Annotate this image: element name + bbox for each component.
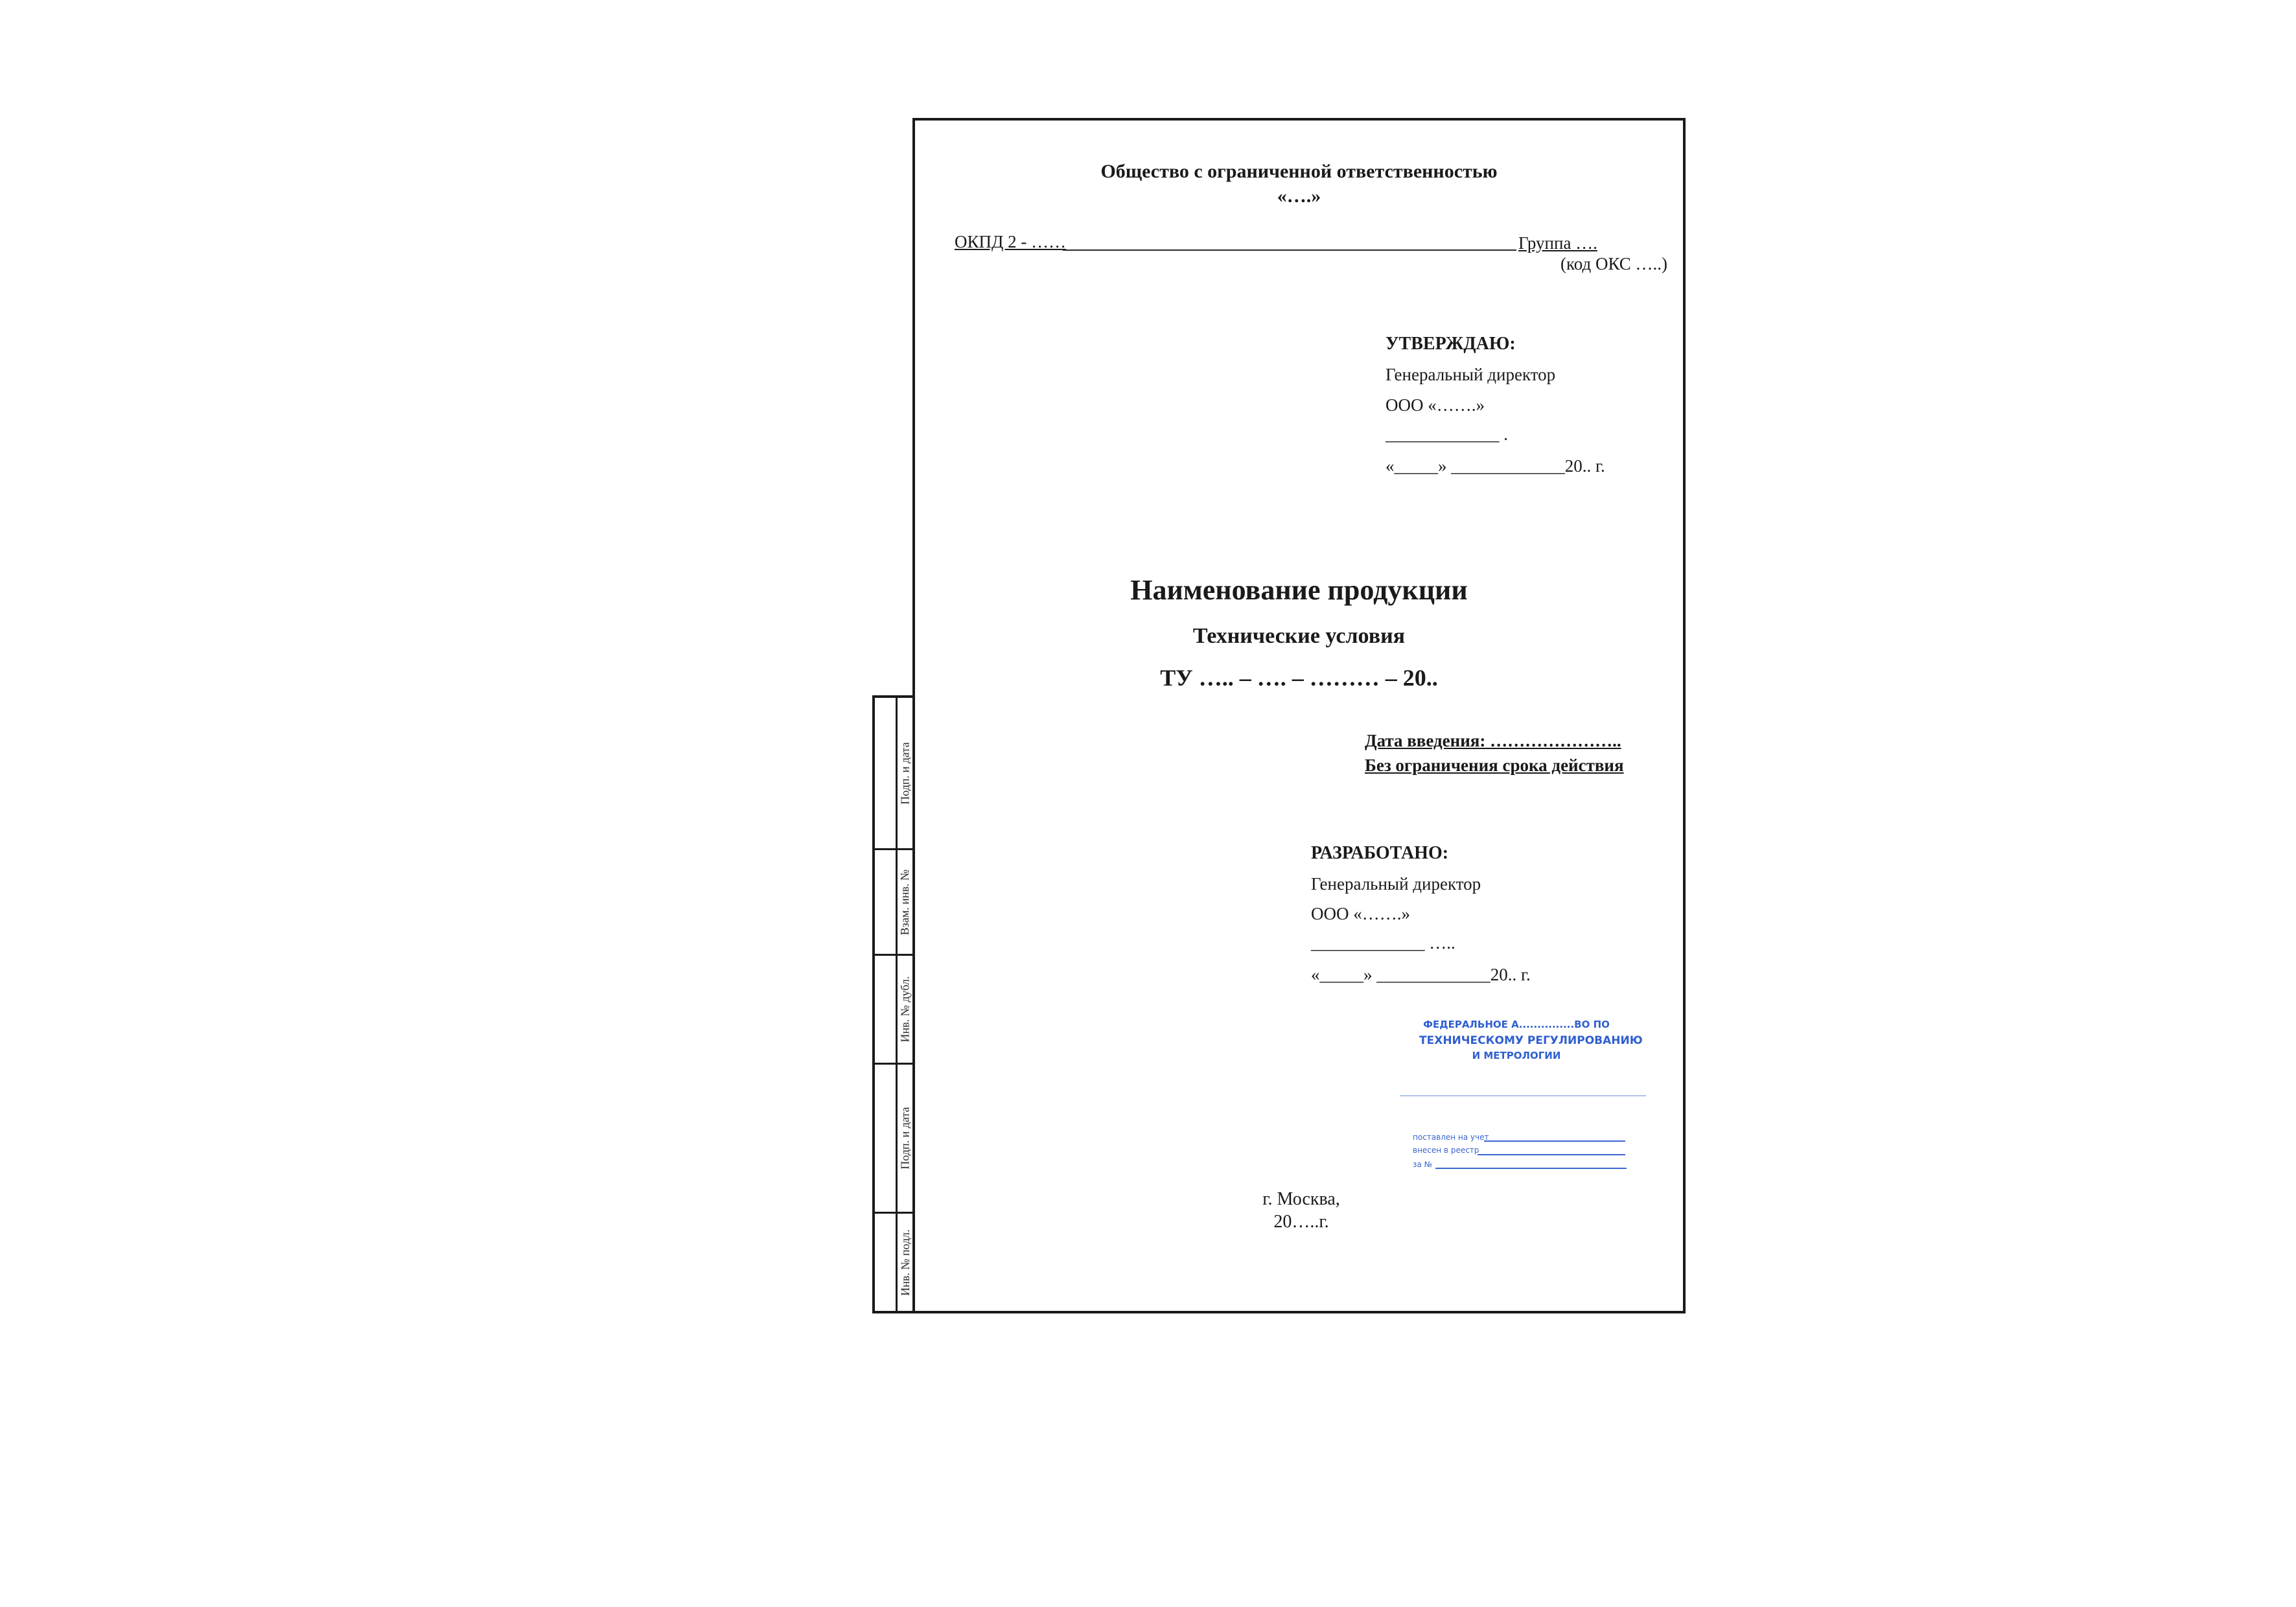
stamp-registered-line	[1484, 1140, 1625, 1142]
developed-signature-line: _____________ …..	[1311, 933, 1455, 953]
stamp-agency-line1: ФЕДЕРАЛЬНОЕ А...............ВО ПО	[1423, 1019, 1610, 1030]
stamp-entered-label: внесен в реестр	[1413, 1146, 1479, 1155]
validity-term: Без ограничения срока действия	[1365, 756, 1624, 775]
side-label: Инв. № дубл.	[898, 976, 912, 1043]
footer-year: 20…..г.	[1273, 1212, 1329, 1232]
approve-date-line: «_____» _____________20.. г.	[1386, 456, 1605, 476]
side-label: Подп. и дата	[898, 1107, 912, 1170]
approve-title: УТВЕРЖДАЮ:	[1386, 334, 1516, 354]
stamp-agency-line3: И МЕТРОЛОГИИ	[1472, 1050, 1561, 1061]
oks-code: (код ОКС …..)	[1560, 254, 1668, 273]
side-cell-inv-dup	[875, 956, 915, 1065]
stamp-divider	[1400, 1095, 1646, 1096]
document-subtitle: Технические условия	[1192, 624, 1406, 648]
stamp-registered-label: поставлен на учет	[1413, 1133, 1489, 1142]
document-frame	[912, 118, 1686, 1313]
developed-position: Генеральный директор	[1311, 874, 1481, 894]
approve-company: ООО «…….»	[1386, 395, 1485, 415]
okpd-code: ОКПД 2 - ……	[955, 232, 1067, 251]
footer-city: г. Москва,	[1262, 1189, 1340, 1209]
approve-position: Генеральный директор	[1386, 365, 1556, 384]
stamp-number-line	[1435, 1168, 1627, 1169]
developed-date-line: «_____» _____________20.. г.	[1311, 965, 1531, 984]
org-quote: «….»	[1277, 185, 1321, 207]
stamp-entered-line	[1478, 1154, 1625, 1155]
side-label: Взам. инв. №	[898, 869, 912, 935]
side-cell-replace-inv	[875, 850, 915, 956]
side-stamp-table	[872, 695, 915, 1313]
stamp-number-label: за №	[1413, 1160, 1433, 1169]
side-cell-sign-date-2	[875, 1065, 915, 1214]
stamp-agency-line2: ТЕХНИЧЕСКОМУ РЕГУЛИРОВАНИЮ	[1419, 1034, 1643, 1047]
intro-date: Дата введения: …………………..	[1365, 731, 1621, 750]
developed-company: ООО «…….»	[1311, 904, 1410, 923]
product-name: Наименование продукции	[1130, 574, 1468, 606]
spec-code: ТУ ….. – …. – ……… – 20..	[1160, 665, 1438, 691]
side-label: Инв. № подл.	[898, 1229, 912, 1296]
okpd-underline	[1063, 249, 1516, 251]
developed-title: РАЗРАБОТАНО:	[1311, 843, 1449, 863]
approve-signature-line: _____________ .	[1386, 424, 1508, 444]
org-name: Общество с ограниченной ответственностью	[1100, 161, 1498, 182]
side-cell-inv-original	[875, 1214, 915, 1311]
side-cell-sign-date-1	[875, 698, 915, 850]
side-label: Подп. и дата	[898, 741, 912, 805]
group-code: Группа ….	[1518, 233, 1597, 253]
